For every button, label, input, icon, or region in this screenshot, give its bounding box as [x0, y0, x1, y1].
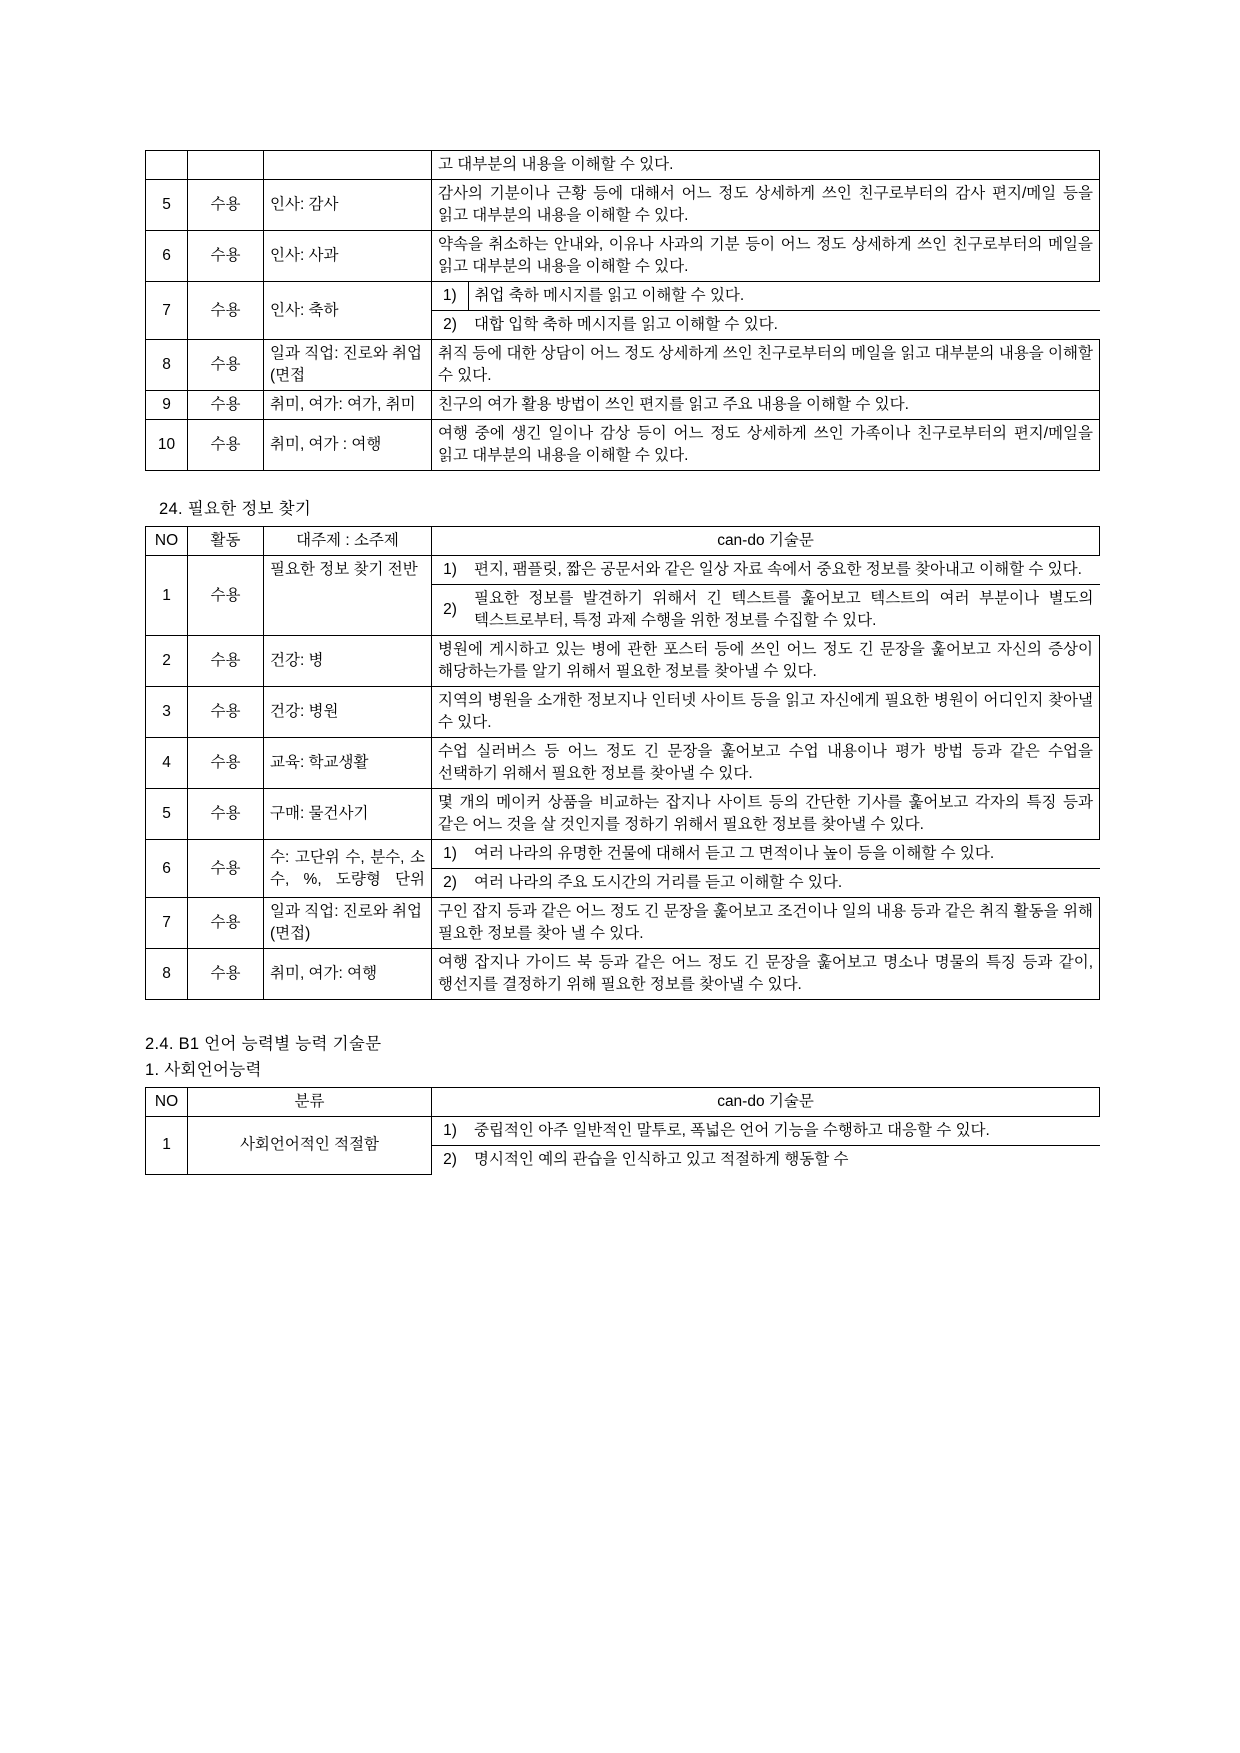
cell-activity: 수용: [188, 636, 264, 687]
cell-no: 6: [146, 840, 188, 898]
cell-topic: 건강: 병원: [264, 687, 432, 738]
cell-item-description: 중립적인 아주 일반적인 말투로, 폭넓은 언어 기능을 수행하고 대응할 수 있다.: [474, 1122, 990, 1139]
section-subtitle-sociolinguistic: 1. 사회언어능력: [145, 1061, 262, 1079]
cell-description: 감사의 기분이나 근황 등에 대해서 어느 정도 상세하게 쓰인 친구로부터의 감사 편지/메일 등을 읽고 대부분의 내용을 이해할 수 있다.: [432, 180, 1100, 231]
cell-no: [146, 151, 188, 180]
cell-item-number: 1): [443, 845, 457, 862]
cell-no: 4: [146, 738, 188, 789]
table-row: [146, 687, 1100, 738]
cell-topic: 인사: 사과: [264, 231, 432, 282]
cell-topic: 인사: 축하: [264, 282, 432, 340]
cell-activity: 수용: [188, 556, 264, 636]
table-row: [146, 636, 1100, 687]
cell-description-group: [432, 282, 1100, 311]
cell-description: 수업 실러버스 등 어느 정도 긴 문장을 훑어보고 수업 내용이나 평가 방법 등과 같은 수업을 선택하기 위해서 필요한 정보를 찾아낼 수 있다.: [432, 738, 1100, 789]
cell-no: 5: [146, 789, 188, 840]
cell-no: 2: [146, 636, 188, 687]
cell-description: 여행 중에 생긴 일이나 감상 등이 어느 정도 상세하게 쓰인 가족이나 친구로부터의 편지/메일을 읽고 대부분의 내용을 이해할 수 있다.: [432, 420, 1100, 471]
cell-activity: 수용: [188, 789, 264, 840]
cell-item-number: 2): [443, 1151, 457, 1168]
cell-activity: 수용: [188, 180, 264, 231]
cell-no: 8: [146, 340, 188, 391]
header-classification: 분류: [188, 1088, 432, 1117]
sub-row: [432, 840, 1100, 868]
table-row: [146, 789, 1100, 840]
sub-row: [432, 556, 1100, 584]
cell-no: 1: [146, 1117, 188, 1175]
table-finding-information: [145, 526, 1100, 1000]
cell-item-number: 1): [432, 282, 468, 310]
table-row: [146, 340, 1100, 391]
table-header-row: [146, 1088, 1100, 1117]
cell-no: 7: [146, 898, 188, 949]
cell-item-number: 2): [443, 874, 457, 891]
sub-row: [432, 1117, 1100, 1145]
cell-description: 몇 개의 메이커 상품을 비교하는 잡지나 사이트 등의 간단한 기사를 훑어보고 각자의 특징 등과 같은 어느 것을 살 것인지를 정하기 위해서 필요한 정보를 찾아낼 수 있다.: [432, 789, 1100, 840]
table-row: [146, 180, 1100, 231]
cell-topic: 건강: 병: [264, 636, 432, 687]
cell-topic: 일과 직업: 진로와 취업(면접: [264, 340, 432, 391]
cell-activity: 수용: [188, 898, 264, 949]
cell-activity: 수용: [188, 282, 264, 340]
cell-activity: 수용: [188, 231, 264, 282]
cell-item-description: 편지, 팸플릿, 짧은 공문서와 같은 일상 자료 속에서 중요한 정보를 찾아내고 이해할 수 있다.: [474, 561, 1082, 578]
cell-no: 10: [146, 420, 188, 471]
cell-description: 친구의 여가 활용 방법이 쓰인 편지를 읽고 주요 내용을 이해할 수 있다.: [432, 391, 1100, 420]
cell-no: 3: [146, 687, 188, 738]
cell-description-group: [432, 311, 1100, 340]
table-sociolinguistic-competence: [145, 1087, 1100, 1175]
cell-no: 1: [146, 556, 188, 636]
header-no: NO: [146, 1088, 188, 1117]
cell-activity: 수용: [188, 420, 264, 471]
cell-description: 구인 잡지 등과 같은 어느 정도 긴 문장을 훑어보고 조건이나 일의 내용 등과 같은 취직 활동을 위해 필요한 정보를 찾아 낼 수 있다.: [432, 898, 1100, 949]
cell-description-group: [432, 840, 1100, 869]
table-row: [146, 840, 1100, 869]
cell-description: 취직 등에 대한 상담이 어느 정도 상세하게 쓰인 친구로부터의 메일을 읽고 대부분의 내용을 이해할 수 있다.: [432, 340, 1100, 391]
cell-item-description: 취업 축하 메시지를 읽고 이해할 수 있다.: [468, 282, 1100, 310]
header-topic: 대주제 : 소주제: [264, 527, 432, 556]
sub-row: [432, 282, 1100, 310]
sub-row: [432, 311, 1100, 339]
cell-activity: 수용: [188, 340, 264, 391]
table-row: [146, 420, 1100, 471]
cell-no: 5: [146, 180, 188, 231]
header-candoo: can-do 기술문: [432, 1088, 1100, 1117]
cell-no: 7: [146, 282, 188, 340]
header-candoo: can-do 기술문: [432, 527, 1100, 556]
table-row: [146, 738, 1100, 789]
table-row: [146, 556, 1100, 585]
cell-topic: 취미, 여가: 여가, 취미: [264, 391, 432, 420]
cell-description: 약속을 취소하는 안내와, 이유나 사과의 기분 등이 어느 정도 상세하게 쓰인 친구로부터의 메일을 읽고 대부분의 내용을 이해할 수 있다.: [432, 231, 1100, 282]
table-row: [146, 151, 1100, 180]
cell-no: 8: [146, 949, 188, 1000]
cell-topic: 취미, 여가 : 여행: [264, 420, 432, 471]
cell-description-group: [432, 869, 1100, 898]
section-title-24: 24. 필요한 정보 찾기: [159, 500, 312, 518]
table-row: [146, 391, 1100, 420]
cell-item-number: 2): [443, 601, 457, 618]
cell-no: 6: [146, 231, 188, 282]
sub-row: [432, 1146, 1100, 1174]
table-row: [146, 949, 1100, 1000]
sub-row: [432, 585, 1100, 635]
cell-description-group: [432, 1146, 1100, 1175]
cell-activity: 수용: [188, 391, 264, 420]
cell-activity: 수용: [188, 687, 264, 738]
cell-topic: [264, 151, 432, 180]
table-row: [146, 1117, 1100, 1146]
cell-item-description: 대합 입학 축하 메시지를 읽고 이해할 수 있다.: [474, 316, 778, 333]
table-row: [146, 282, 1100, 311]
cell-topic: 인사: 감사: [264, 180, 432, 231]
cell-description: 고 대부분의 내용을 이해할 수 있다.: [432, 151, 1100, 180]
cell-activity: 수용: [188, 840, 264, 898]
cell-activity: 수용: [188, 949, 264, 1000]
cell-description-group: [432, 556, 1100, 585]
table-row: [146, 231, 1100, 282]
header-no: NO: [146, 527, 188, 556]
cell-topic: 구매: 물건사기: [264, 789, 432, 840]
cell-description-group: [432, 585, 1100, 636]
cell-topic: 교육: 학교생활: [264, 738, 432, 789]
section-title-b1: 2.4. B1 언어 능력별 능력 기술문: [145, 1035, 382, 1053]
cell-activity: [188, 151, 264, 180]
cell-description-group: [432, 1117, 1100, 1146]
sub-row: [432, 869, 1100, 897]
cell-description: 지역의 병원을 소개한 정보지나 인터넷 사이트 등을 읽고 자신에게 필요한 병원이 어디인지 찾아낼 수 있다.: [432, 687, 1100, 738]
cell-topic: 일과 직업: 진로와 취업(면접): [264, 898, 432, 949]
cell-topic: 필요한 정보 찾기 전반: [264, 556, 432, 636]
cell-description: 여행 잡지나 가이드 북 등과 같은 어느 정도 긴 문장을 훑어보고 명소나 명물의 특징 등과 같이, 행선지를 결정하기 위해 필요한 정보를 찾아낼 수 있다.: [432, 949, 1100, 1000]
table-header-row: [146, 527, 1100, 556]
cell-topic: 수: 고단위 수, 분수, 소수, %, 도량형 단위: [264, 840, 432, 898]
table-reading-letters: [145, 150, 1100, 471]
cell-item-number: 2): [443, 316, 457, 333]
header-activity: 활동: [188, 527, 264, 556]
cell-item-description: 여러 나라의 유명한 건물에 대해서 듣고 그 면적이나 높이 등을 이해할 수 있다.: [474, 845, 995, 862]
cell-item-description: 명시적인 예의 관습을 인식하고 있고 적절하게 행동할 수: [474, 1151, 849, 1168]
cell-item-number: 1): [443, 561, 457, 578]
table-row: [146, 898, 1100, 949]
cell-item-number: 1): [443, 1122, 457, 1139]
cell-classification: 사회언어적인 적절함: [188, 1117, 432, 1175]
cell-item-description: 여러 나라의 주요 도시간의 거리를 듣고 이해할 수 있다.: [474, 874, 843, 891]
cell-no: 9: [146, 391, 188, 420]
cell-activity: 수용: [188, 738, 264, 789]
cell-description: 병원에 게시하고 있는 병에 관한 포스터 등에 쓰인 어느 정도 긴 문장을 훑어보고 자신의 증상이 해당하는가를 알기 위해서 필요한 정보를 찾아낼 수 있다.: [432, 636, 1100, 687]
cell-item-description: 필요한 정보를 발견하기 위해서 긴 텍스트를 훑어보고 텍스트의 여러 부분이나 별도의 텍스트로부터, 특정 과제 수행을 위한 정보를 수집할 수 있다.: [474, 590, 1094, 629]
cell-topic: 취미, 여가: 여행: [264, 949, 432, 1000]
